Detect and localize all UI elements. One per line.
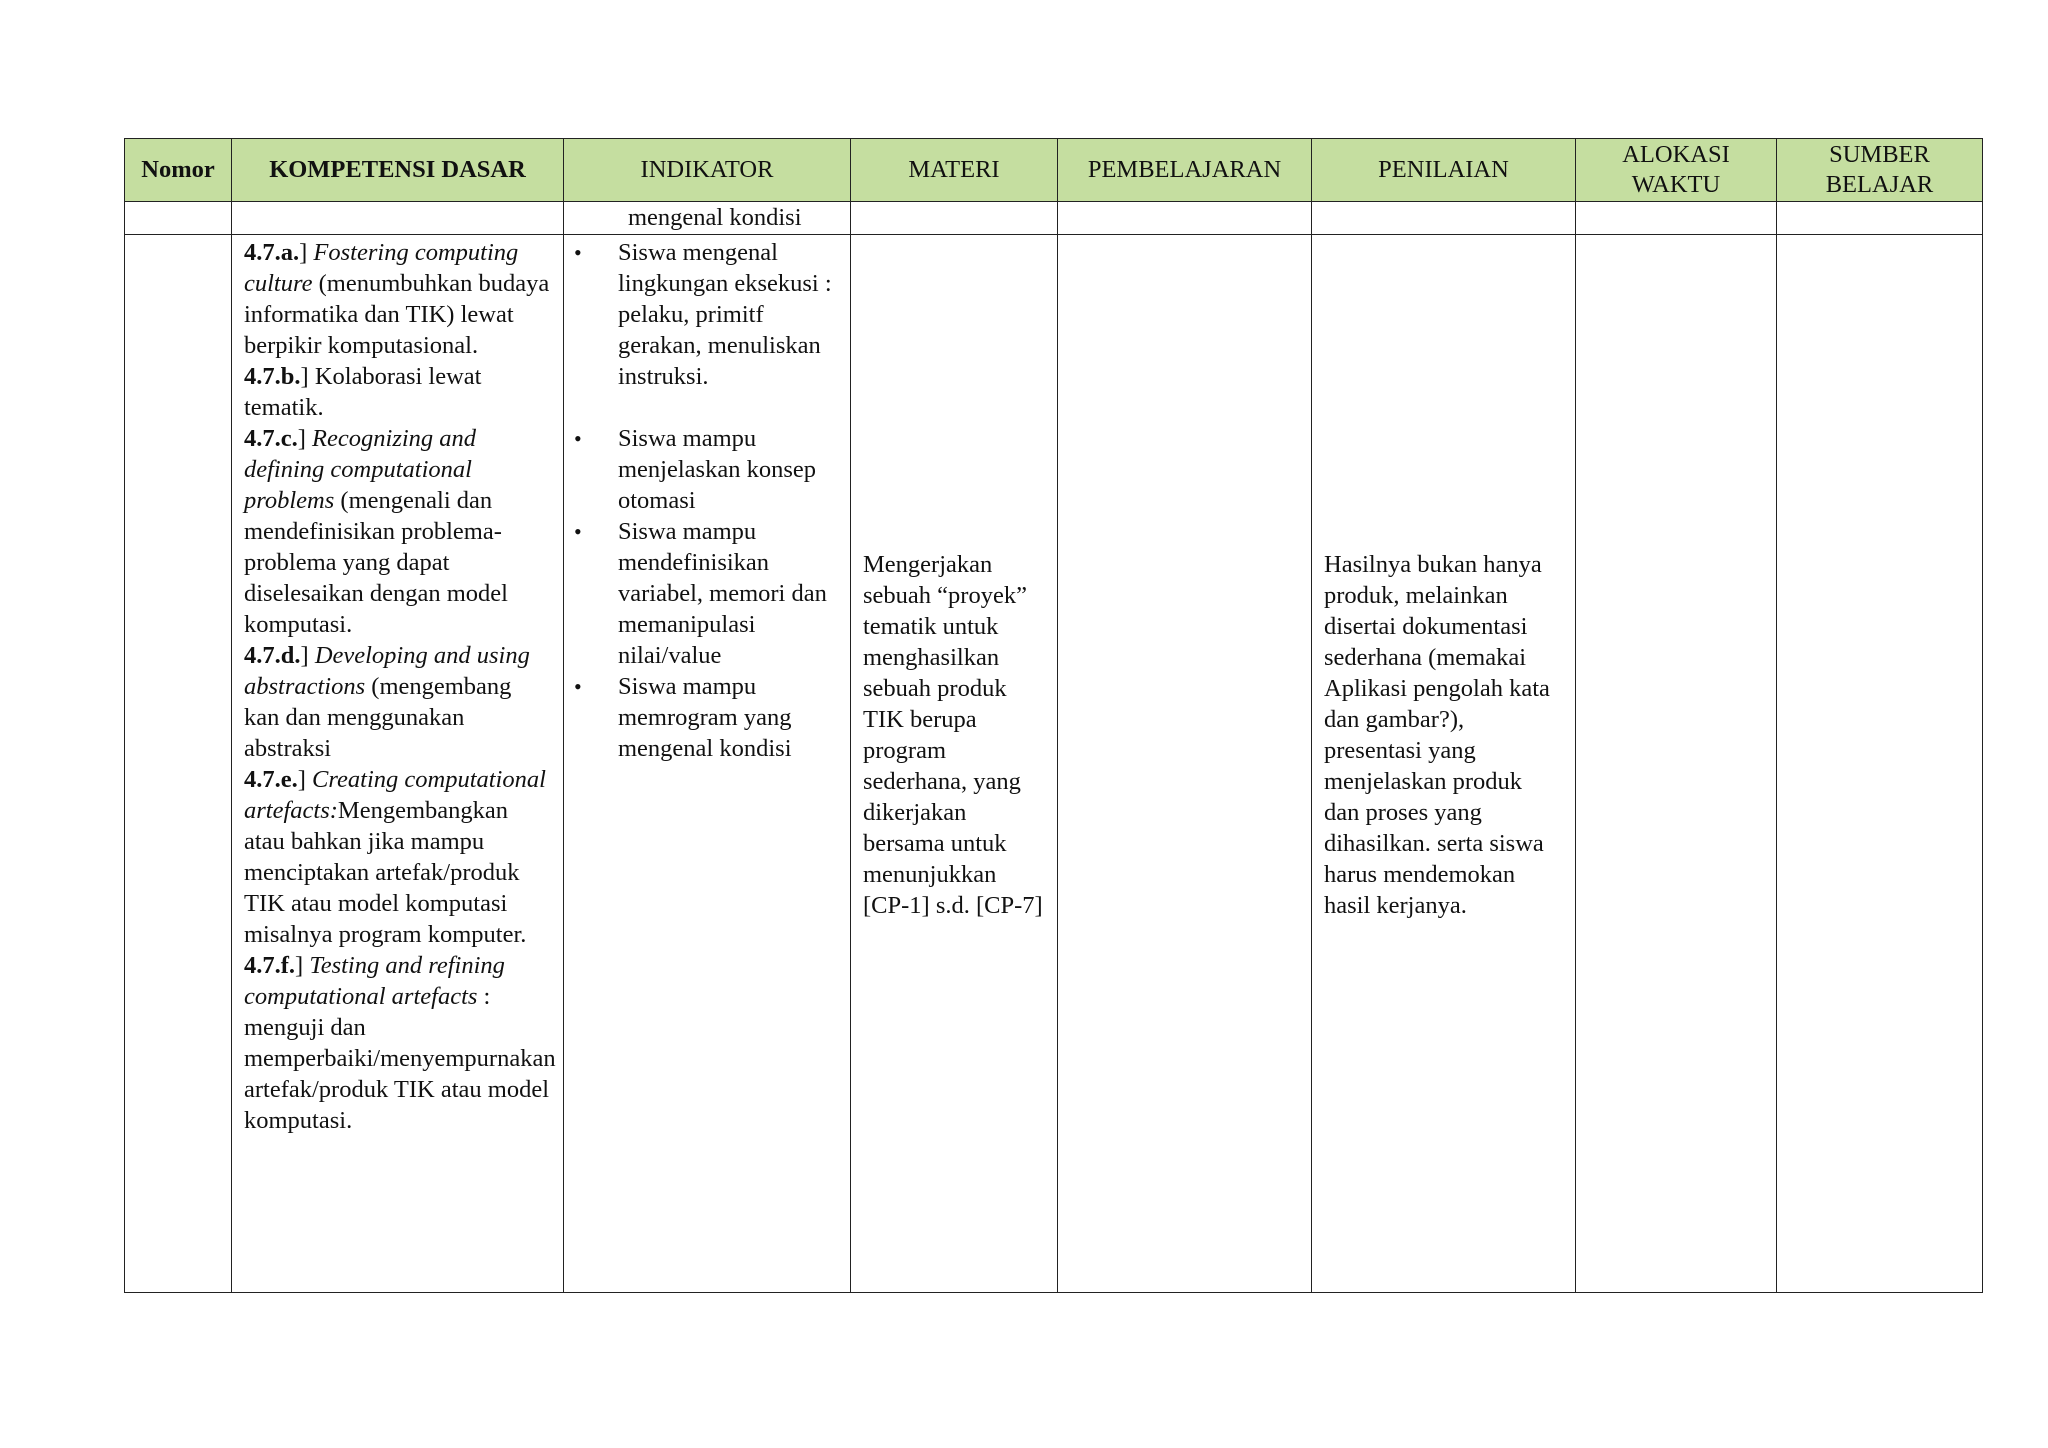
header-alokasi-line2: WAKTU [1631,171,1721,198]
header-alokasi-line1: ALOKASI [1622,141,1730,168]
header-nomor: Nomor [125,139,232,202]
materi-text: Mengerjakan sebuah “proyek” tematik untuk menghasilkan sebuah produk TIK berupa program sederhana, yang dikerjakan bersama untuk menunjukkan [CP-1] s.d. [CP-7] [863,551,1043,919]
cell-sumber-belajar [1777,235,1983,1293]
kd-item: 4.7.a.] Fostering computing culture (menumbuhkan budaya informatika dan TIK) lewat berpikir komputasional. [244,239,550,359]
header-sumber-line2: BELAJAR [1825,171,1934,198]
cell-kd-cont [232,202,564,235]
kd-item: 4.7.f.] Testing and refining computational artefacts : menguji dan memperbaiki/menyempurnakan artefak/produk TIK atau model komputasi. [244,952,556,1134]
header-sumber-line1: SUMBER [1829,141,1930,168]
header-materi: MATERI [851,139,1058,202]
cell-pembelajaran [1058,235,1312,1293]
header-alokasi-waktu [1576,139,1777,202]
header-penilaian: PENILAIAN [1312,139,1576,202]
cell-kompetensi-dasar [232,235,564,1293]
indikator-list [566,237,838,764]
header-row [125,139,1983,202]
cell-nomor-cont [125,202,232,235]
kd-item: 4.7.b.] Kolaborasi lewat tematik. [244,363,482,421]
continuation-row [125,202,1983,235]
header-sumber-belajar [1777,139,1983,202]
header-indikator: INDIKATOR [564,139,851,202]
cell-sumber-cont [1777,202,1983,235]
header-kompetensi-dasar: KOMPETENSI DASAR [232,139,564,202]
cell-nomor [125,235,232,1293]
kd-item: 4.7.e.] Creating computational artefacts:Mengembangkan atau bahkan jika mampu menciptakan artefak/produk TIK atau model komputasi misalnya program komputer. [244,766,546,948]
list-item: • Siswa mampu memrogram yang mengenal kondisi [590,671,838,764]
kd-item: 4.7.d.] Developing and using abstractions (mengembang kan dan menggunakan abstraksi [244,642,530,762]
cell-indikator-cont: mengenal kondisi [564,202,851,235]
list-item: • Siswa mampu mendefinisikan variabel, memori dan memanipulasi nilai/value [590,516,838,671]
cell-alokasi-waktu [1576,235,1777,1293]
header-pembelajaran: PEMBELAJARAN [1058,139,1312,202]
cell-pembelajaran-cont [1058,202,1312,235]
list-item: • Siswa mampu menjelaskan konsep otomasi [590,423,838,516]
kd-item: 4.7.c.] Recognizing and defining computational problems (mengenali dan mendefinisikan problema-problema yang dapat diselesaikan dengan model komputasi. [244,425,508,638]
cell-alokasi-cont [1576,202,1777,235]
cell-indikator [564,235,851,1293]
cell-penilaian-cont [1312,202,1576,235]
syllabus-table [124,138,1983,1293]
cell-materi [851,235,1058,1293]
penilaian-text: Hasilnya bukan hanya produk, melainkan disertai dokumentasi sederhana (memakai Aplikasi pengolah kata dan gambar?), presentasi yang menjelaskan produk dan proses yang dihasilkan. serta siswa harus mendemokan hasil kerjanya. [1324,551,1550,919]
list-item: • Siswa mengenal lingkungan eksekusi : pelaku, primitf gerakan, menuliskan instruksi. [590,237,838,392]
cell-penilaian [1312,235,1576,1293]
table-row [125,235,1983,1293]
cell-materi-cont [851,202,1058,235]
